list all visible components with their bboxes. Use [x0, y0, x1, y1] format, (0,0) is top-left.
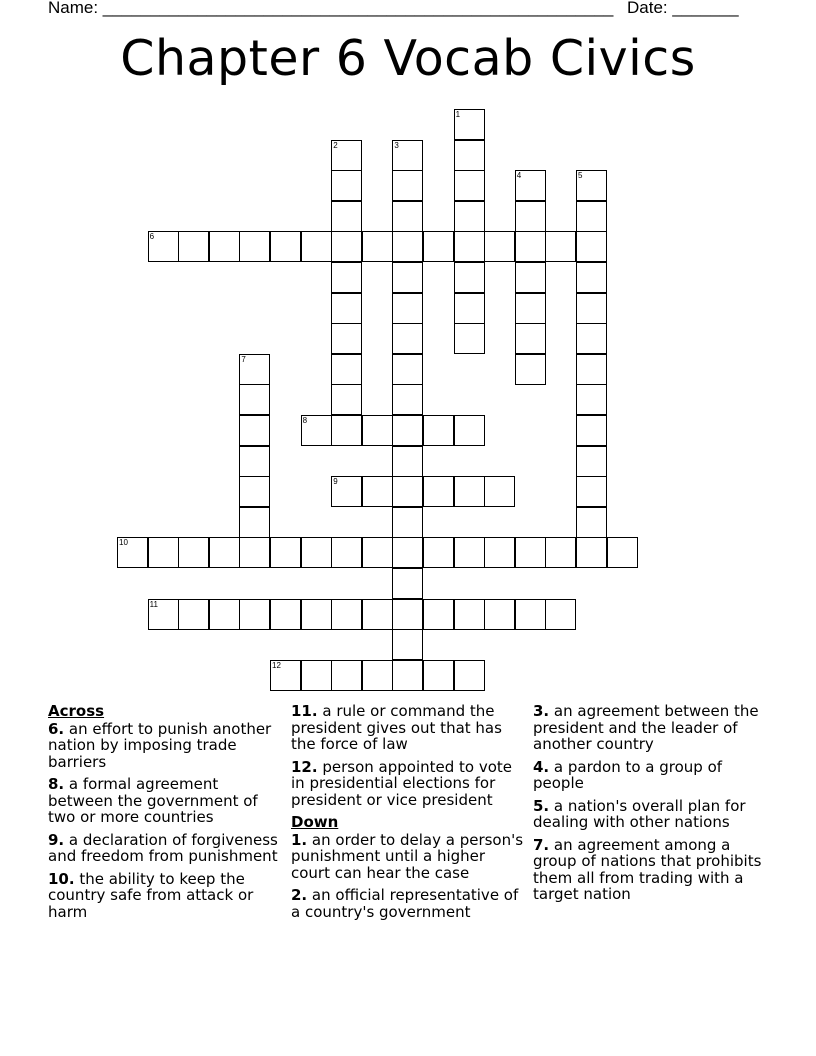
- clue-down-4: [533, 759, 773, 792]
- cell-number: 7: [241, 354, 246, 364]
- grid-cell[interactable]: [392, 537, 423, 568]
- grid-cell[interactable]: [148, 231, 179, 262]
- grid-cell[interactable]: [331, 293, 362, 324]
- grid-cell[interactable]: [515, 293, 546, 324]
- grid-cell[interactable]: [454, 170, 485, 201]
- grid-cell[interactable]: [148, 537, 179, 568]
- grid-cell[interactable]: [392, 415, 423, 446]
- clue-text: an agreement between the president and the leader of another country: [533, 702, 759, 753]
- clue-number: 8.: [48, 775, 65, 793]
- grid-cell[interactable]: [392, 629, 423, 660]
- clue-number: 1.: [291, 830, 308, 849]
- grid-cell[interactable]: [331, 384, 362, 415]
- clues-column-1: [48, 703, 284, 926]
- grid-cell[interactable]: [484, 476, 515, 507]
- grid-cell[interactable]: [301, 599, 332, 630]
- grid-cell[interactable]: [362, 599, 393, 630]
- clue-down-3: [533, 703, 773, 753]
- clue-number: 3.: [533, 702, 550, 720]
- grid-cell[interactable]: [392, 231, 423, 262]
- grid-cell[interactable]: [362, 415, 393, 446]
- grid-cell[interactable]: [484, 231, 515, 262]
- grid-cell[interactable]: [331, 660, 362, 691]
- grid-cell[interactable]: [392, 201, 423, 232]
- grid-cell[interactable]: [239, 537, 270, 568]
- grid-cell[interactable]: [301, 231, 332, 262]
- clue-down-7: [533, 837, 773, 903]
- grid-cell[interactable]: [454, 599, 485, 630]
- clue-text: a formal agreement between the government of two or more countries: [48, 775, 258, 826]
- grid-cell[interactable]: [331, 140, 362, 171]
- clue-across-6: [48, 721, 284, 771]
- clue-number: 9.: [48, 830, 65, 849]
- cell-number: 6: [149, 232, 155, 242]
- grid-cell[interactable]: [515, 354, 546, 385]
- clue-text: person appointed to vote in presidential elections for president or vice president: [291, 757, 513, 809]
- grid-cell[interactable]: [331, 262, 362, 293]
- date-label: Date: _______: [627, 0, 739, 17]
- grid-cell[interactable]: [209, 537, 240, 568]
- grid-cell[interactable]: [454, 293, 485, 324]
- cell-number: 10: [119, 538, 128, 548]
- clue-number: 11.: [291, 702, 318, 720]
- grid-cell[interactable]: [423, 537, 454, 568]
- grid-cell[interactable]: [392, 293, 423, 324]
- clue-text: an order to delay a person's punishment until a higher court can hear the case: [291, 830, 524, 882]
- grid-cell[interactable]: [178, 231, 209, 262]
- clue-number: 10.: [48, 869, 75, 888]
- grid-cell[interactable]: [484, 537, 515, 568]
- grid-cell[interactable]: [331, 354, 362, 385]
- clue-number: 2.: [291, 886, 308, 904]
- grid-cell[interactable]: [239, 415, 270, 446]
- grid-cell[interactable]: [545, 599, 576, 630]
- grid-cell[interactable]: [423, 231, 454, 262]
- clue-text: an agreement among a group of nations that prohibits them all from trading with a target nation: [533, 835, 762, 903]
- clue-number: 6.: [48, 719, 65, 738]
- grid-cell[interactable]: [515, 323, 546, 354]
- grid-cell[interactable]: [576, 446, 607, 477]
- grid-cell[interactable]: [239, 354, 270, 385]
- grid-cell[interactable]: [270, 599, 301, 630]
- grid-cell[interactable]: [454, 323, 485, 354]
- grid-cell[interactable]: [454, 415, 485, 446]
- grid-cell[interactable]: [576, 262, 607, 293]
- grid-cell[interactable]: [515, 170, 546, 201]
- grid-cell[interactable]: [392, 384, 423, 415]
- grid-cell[interactable]: [454, 109, 485, 140]
- cell-number: 11: [149, 599, 158, 609]
- clue-number: 5.: [533, 796, 550, 815]
- grid-cell[interactable]: [270, 537, 301, 568]
- grid-cell[interactable]: [362, 476, 393, 507]
- grid-cell[interactable]: [331, 537, 362, 568]
- grid-cell[interactable]: [239, 476, 270, 507]
- grid-cell[interactable]: [576, 507, 607, 538]
- grid-cell[interactable]: [576, 537, 607, 568]
- grid-cell[interactable]: [392, 140, 423, 171]
- clue-text: a rule or command the president gives out that has the force of law: [291, 702, 502, 753]
- grid-cell[interactable]: [454, 231, 485, 262]
- grid-cell[interactable]: [576, 476, 607, 507]
- clue-down-5: [533, 798, 773, 831]
- clue-across-10: [48, 871, 284, 921]
- grid-cell[interactable]: [454, 140, 485, 171]
- grid-cell[interactable]: [515, 231, 546, 262]
- grid-cell[interactable]: [423, 599, 454, 630]
- grid-cell[interactable]: [454, 537, 485, 568]
- grid-cell[interactable]: [331, 415, 362, 446]
- clue-number: 4.: [533, 757, 550, 776]
- grid-cell[interactable]: [301, 537, 332, 568]
- cell-number: 2: [333, 140, 338, 150]
- across-heading: Across: [48, 702, 105, 720]
- grid-cell[interactable]: [331, 170, 362, 201]
- grid-cell[interactable]: [178, 537, 209, 568]
- clue-number: 12.: [291, 757, 318, 776]
- clue-text: the ability to keep the country safe from attack or harm: [48, 869, 254, 921]
- clue-across-8: [48, 776, 284, 826]
- grid-cell[interactable]: [454, 476, 485, 507]
- cell-number: 4: [516, 171, 522, 181]
- grid-cell[interactable]: [362, 537, 393, 568]
- clue-text: a nation's overall plan for dealing with other nations: [533, 796, 746, 831]
- grid-cell[interactable]: [576, 384, 607, 415]
- grid-cell[interactable]: [331, 231, 362, 262]
- cell-number: 8: [302, 416, 308, 425]
- grid-cell[interactable]: [576, 323, 607, 354]
- grid-cell[interactable]: [148, 599, 179, 630]
- grid-cell[interactable]: [545, 231, 576, 262]
- grid-cell[interactable]: [178, 599, 209, 630]
- clue-text: an official representative of a country's government: [291, 886, 519, 921]
- grid-cell[interactable]: [576, 231, 607, 262]
- clue-across-12: [291, 759, 527, 809]
- grid-cell[interactable]: [423, 660, 454, 691]
- name-label: Name: ______________________________________________________: [48, 0, 614, 17]
- grid-cell[interactable]: [392, 599, 423, 630]
- page-title: Chapter 6 Vocab Civics: [120, 30, 696, 87]
- cell-number: 9: [333, 477, 338, 487]
- grid-cell[interactable]: [545, 537, 576, 568]
- cell-number: 1: [455, 110, 461, 119]
- cell-number: 5: [578, 171, 583, 181]
- grid-cell[interactable]: [209, 599, 240, 630]
- grid-cell[interactable]: [270, 660, 301, 691]
- grid-cell[interactable]: [331, 201, 362, 232]
- grid-cell[interactable]: [239, 507, 270, 538]
- clues-column-2: [291, 703, 527, 926]
- grid-cell[interactable]: [515, 537, 546, 568]
- grid-cell[interactable]: [576, 293, 607, 324]
- grid-cell[interactable]: [331, 476, 362, 507]
- grid-cell[interactable]: [331, 323, 362, 354]
- clues-column-3: [533, 703, 773, 909]
- grid-cell[interactable]: [576, 170, 607, 201]
- grid-cell[interactable]: [392, 170, 423, 201]
- grid-cell[interactable]: [423, 476, 454, 507]
- grid-cell[interactable]: [392, 446, 423, 477]
- clue-text: an effort to punish another nation by imposing trade barriers: [48, 719, 272, 771]
- clue-text: a pardon to a group of people: [533, 757, 723, 792]
- grid-cell[interactable]: [239, 599, 270, 630]
- grid-cell[interactable]: [392, 568, 423, 599]
- down-heading: Down: [291, 813, 339, 831]
- grid-cell[interactable]: [576, 415, 607, 446]
- grid-cell[interactable]: [423, 415, 454, 446]
- grid-cell[interactable]: [607, 537, 638, 568]
- grid-cell[interactable]: [331, 599, 362, 630]
- grid-cell[interactable]: [239, 446, 270, 477]
- grid-cell[interactable]: [454, 201, 485, 232]
- grid-cell[interactable]: [270, 231, 301, 262]
- grid-cell[interactable]: [392, 660, 423, 691]
- clue-down-1: [291, 832, 527, 882]
- grid-cell[interactable]: [454, 660, 485, 691]
- grid-cell[interactable]: [576, 201, 607, 232]
- grid-cell[interactable]: [392, 262, 423, 293]
- grid-cell[interactable]: [392, 354, 423, 385]
- grid-cell[interactable]: [515, 262, 546, 293]
- grid-cell[interactable]: [484, 599, 515, 630]
- clue-down-2: [291, 887, 527, 920]
- grid-cell[interactable]: [454, 262, 485, 293]
- grid-cell[interactable]: [239, 231, 270, 262]
- clue-text: a declaration of forgiveness and freedom from punishment: [48, 830, 278, 865]
- grid-cell[interactable]: [301, 415, 332, 446]
- grid-cell[interactable]: [392, 323, 423, 354]
- clue-across-11: [291, 703, 527, 753]
- grid-cell[interactable]: [392, 476, 423, 507]
- grid-cell[interactable]: [392, 507, 423, 538]
- grid-cell[interactable]: [362, 660, 393, 691]
- grid-cell[interactable]: [301, 660, 332, 691]
- grid-cell[interactable]: [239, 384, 270, 415]
- clue-across-9: [48, 832, 284, 865]
- cell-number: 12: [272, 660, 281, 670]
- grid-cell[interactable]: [362, 231, 393, 262]
- grid-cell[interactable]: [515, 599, 546, 630]
- cell-number: 3: [394, 140, 399, 150]
- grid-cell[interactable]: [209, 231, 240, 262]
- grid-cell[interactable]: [515, 201, 546, 232]
- grid-cell[interactable]: [117, 537, 148, 568]
- clue-number: 7.: [533, 835, 550, 854]
- grid-cell[interactable]: [576, 354, 607, 385]
